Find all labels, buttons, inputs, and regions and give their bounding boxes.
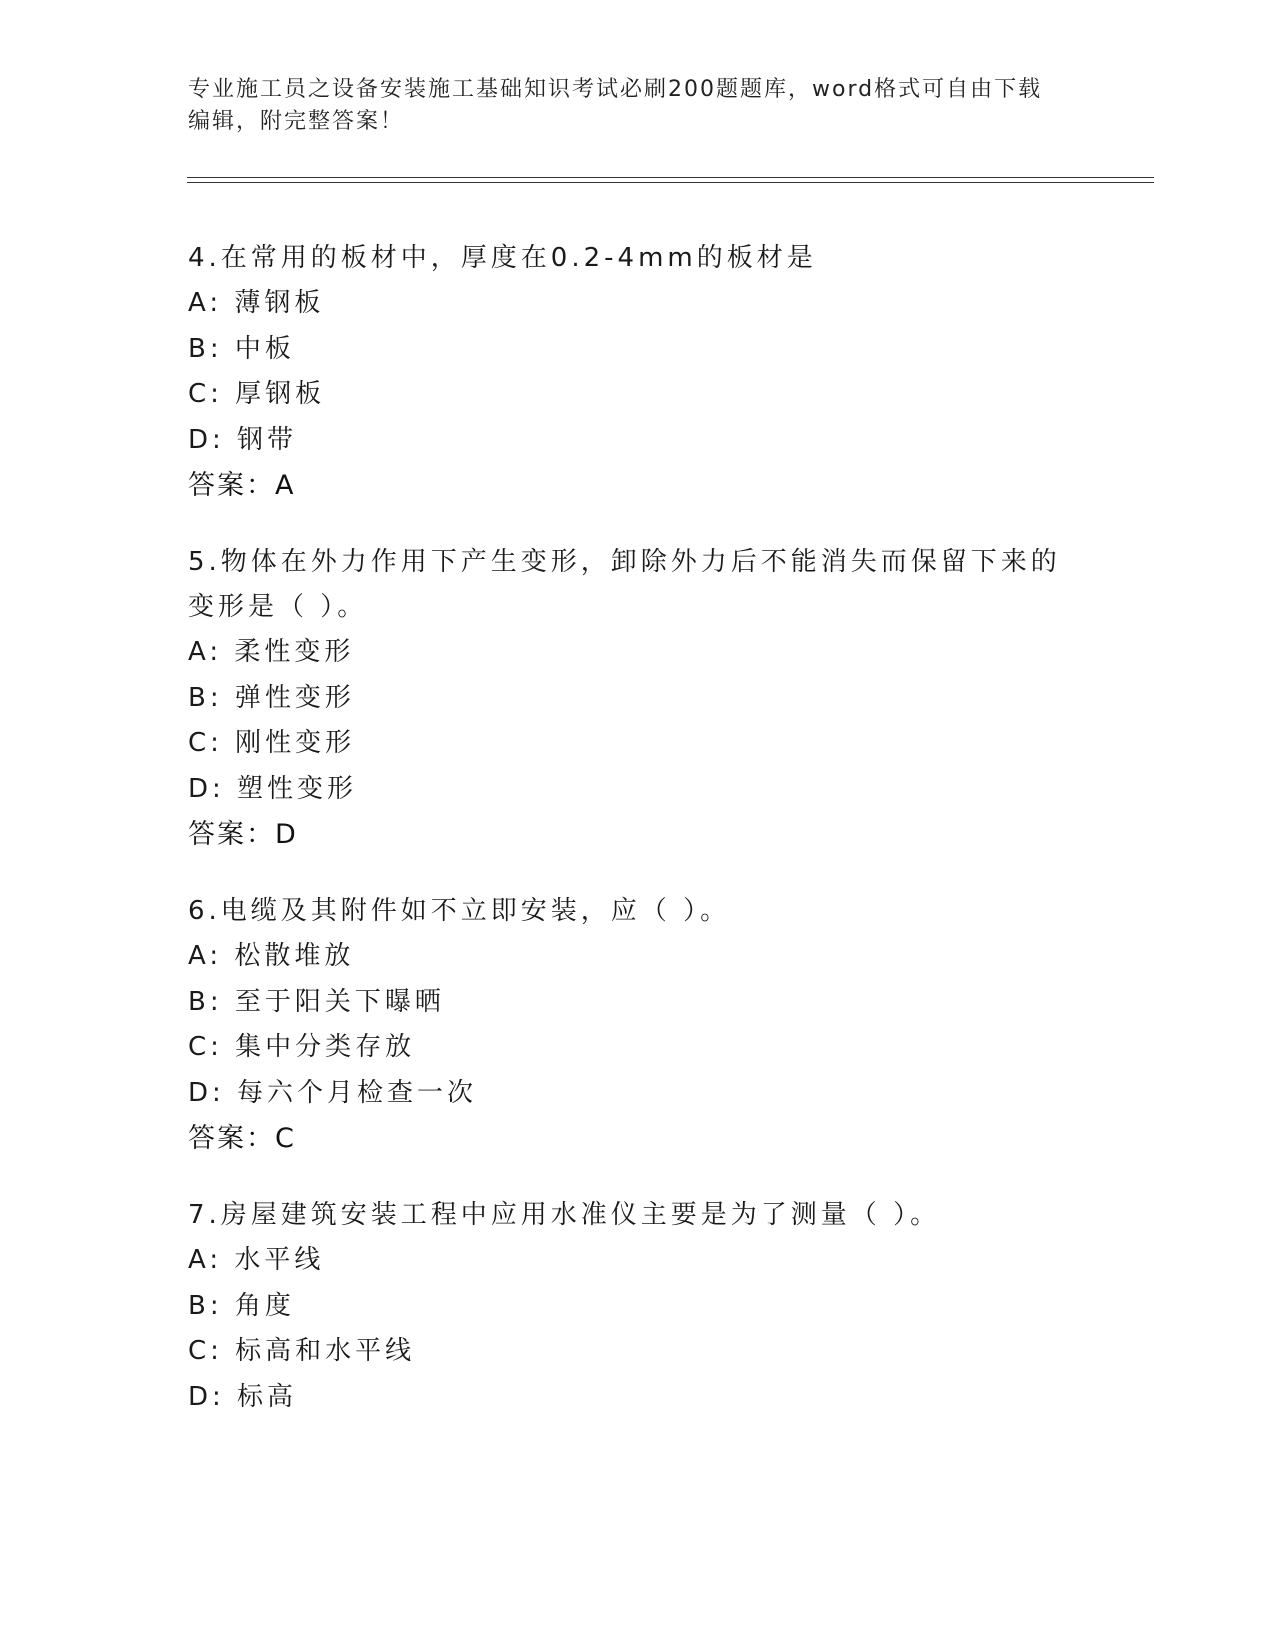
question-stem: 7.房屋建筑安装工程中应用水准仪主要是为了测量（ ）。 [188, 1200, 941, 1230]
question-item [188, 236, 1088, 508]
question-answer: 答案：A [188, 470, 296, 501]
question-option: A: 水平线 [188, 1245, 325, 1275]
question-stem: 6.电缆及其附件如不立即安装，应（ ）。 [188, 896, 731, 926]
question-item [188, 1193, 1088, 1420]
question-item [188, 889, 1088, 1161]
question-item [188, 540, 1088, 857]
question-option: B: 中板 [188, 333, 295, 364]
question-option: C: 标高和水平线 [188, 1336, 416, 1366]
question-option: A: 柔性变形 [188, 637, 355, 667]
header-divider-top [187, 177, 1154, 178]
question-answer: 答案：D [188, 819, 298, 850]
header-divider-bottom [187, 182, 1154, 183]
question-option: D: 标高 [188, 1381, 298, 1412]
question-list [188, 236, 1088, 1452]
question-stem: 4.在常用的板材中，厚度在0.2-4mm的板材是 [188, 243, 817, 273]
header-line-2: 编辑，附完整答案！ [188, 109, 405, 134]
question-option: B: 弹性变形 [188, 682, 355, 713]
question-option: D: 每六个月检查一次 [188, 1077, 478, 1108]
question-option: A: 松散堆放 [188, 941, 355, 971]
question-option: C: 集中分类存放 [188, 1032, 416, 1062]
question-option: B: 角度 [188, 1290, 295, 1321]
question-option: A: 薄钢板 [188, 288, 325, 318]
question-option: C: 刚性变形 [188, 728, 356, 758]
question-option: C: 厚钢板 [188, 379, 326, 409]
question-option: B: 至于阳关下曝晒 [188, 986, 445, 1017]
document-header [188, 74, 1068, 138]
question-stem: 5.物体在外力作用下产生变形，卸除外力后不能消失而保留下来的变形是（ ）。 [188, 547, 1061, 622]
header-line-1: 专业施工员之设备安装施工基础知识考试必刷200题题库，word格式可自由下载 [188, 77, 1043, 102]
question-answer: 答案：C [188, 1123, 296, 1154]
question-option: D: 钢带 [188, 424, 298, 455]
question-option: D: 塑性变形 [188, 773, 358, 804]
